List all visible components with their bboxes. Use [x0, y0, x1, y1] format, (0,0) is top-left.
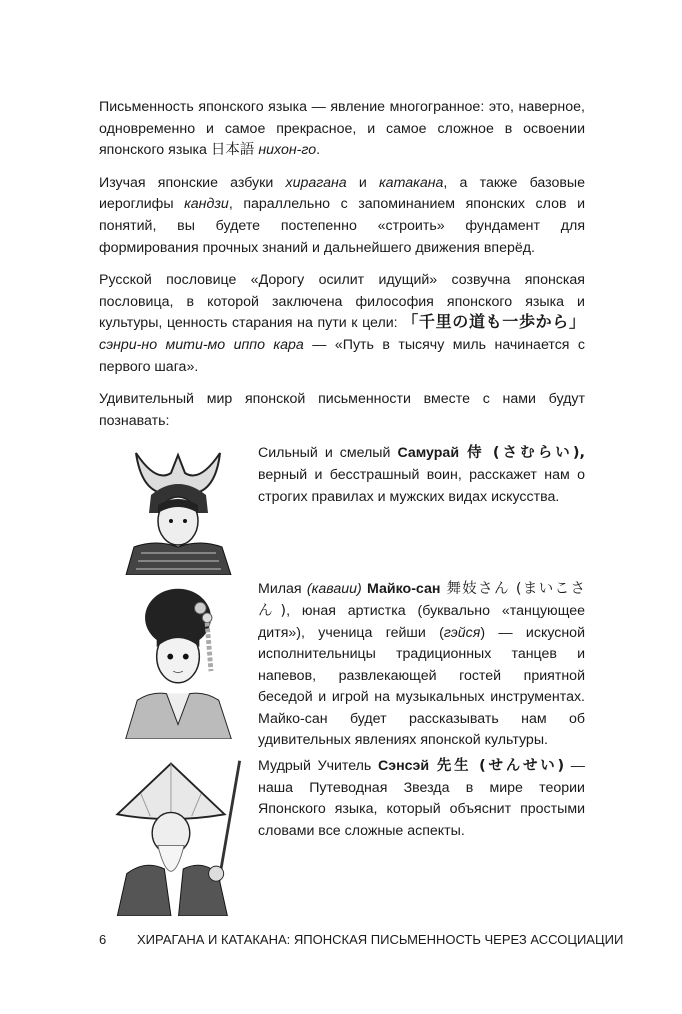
running-footer-title: ХИРАГАНА И КАТАКАНА: ЯПОНСКАЯ ПИСЬМЕННОСТЬ ЧЕРЕЗ АССОЦИАЦИИ: [137, 932, 624, 948]
page-number: 6: [99, 932, 107, 948]
japanese-name: 舞妓さん (まいこさん): [258, 581, 586, 619]
proverb-paragraph: [99, 270, 585, 378]
text: Русской пословице «Дорогу осилит идущий» созвучна японская пословица, в которой заключена философия японского языка и культуры, ценность старания на пути к цели:: [99, 272, 585, 332]
term: гэйся: [443, 624, 481, 641]
japanese-name: 侍 (さむらい),: [459, 445, 585, 462]
text: , а также базовые иероглифы: [99, 174, 586, 213]
text: ) — искусной исполнительницы традиционных танцев и напевов, развлекающей гостей приятной беседой и игрой на музыкальных инструментах. Майко-сан будет рассказывать нам об удивительных явлениях японской культуры.: [258, 624, 585, 749]
japanese-name: 先生 (せんせい): [429, 758, 565, 775]
maiko-description: [258, 579, 585, 752]
japanese-proverb: 「千里の道も一歩から」: [402, 312, 585, 332]
maiko-row: [99, 579, 585, 752]
samurai-row: [99, 443, 585, 575]
text: — «Путь в тысячу миль начинается с первого шага».: [99, 336, 586, 375]
romaji: нихон-го: [258, 142, 317, 159]
maiko-illustration: [116, 579, 241, 739]
text: .: [316, 142, 321, 159]
page-footer: [99, 916, 682, 948]
text: , юная артистка (буквально «танцующее дитя»), ученица гейши (: [258, 602, 585, 641]
text: , параллельно с запоминанием японских слов и понятий, вы будете постепенно «строить» фундамент для формирования прочных знаний и дальнейшего движения вперёд.: [99, 196, 585, 256]
sensei-row: [99, 756, 585, 916]
character-name: Майко-сан: [361, 581, 441, 598]
sensei-illustration: [111, 756, 246, 916]
japanese-word: 日本語: [210, 142, 255, 159]
samurai-description: [258, 443, 585, 508]
text: Изучая японские азбуки: [99, 174, 286, 191]
term: катакана: [378, 174, 444, 191]
intro-paragraph: [99, 97, 585, 162]
text: верный и бесстрашный воин, расскажет нам о строгих правилах и мужских видах искусства.: [258, 466, 585, 505]
characters-intro: Удивительный мир японской письменности вместе с нами будут познавать:: [99, 391, 585, 429]
text: Сильный и смелый: [258, 445, 398, 462]
term: (каваии): [306, 581, 362, 598]
romaji: сэнри-но мити-мо иппо кара: [99, 336, 304, 353]
character-name: Самурай: [397, 445, 460, 462]
page-content: [99, 97, 585, 916]
term: хирагана: [285, 174, 347, 191]
term: кандзи: [184, 196, 229, 213]
text: Письменность японского языка — явление многогранное: это, наверное, одновременно и самое прекрасное, и самое сложное в освоении японского языка: [99, 99, 585, 159]
samurai-illustration: [116, 443, 241, 575]
text: Мудрый Учитель: [258, 758, 379, 775]
character-name: Сэнсэй: [378, 758, 430, 775]
text: Милая: [258, 581, 307, 598]
text: и: [346, 174, 379, 191]
sensei-description: [258, 756, 585, 842]
text: — наша Путеводная Звезда в мире теории Японского языка, который объяснит простыми словами все сложные аспекты.: [258, 758, 585, 839]
alphabets-paragraph: [99, 173, 585, 259]
